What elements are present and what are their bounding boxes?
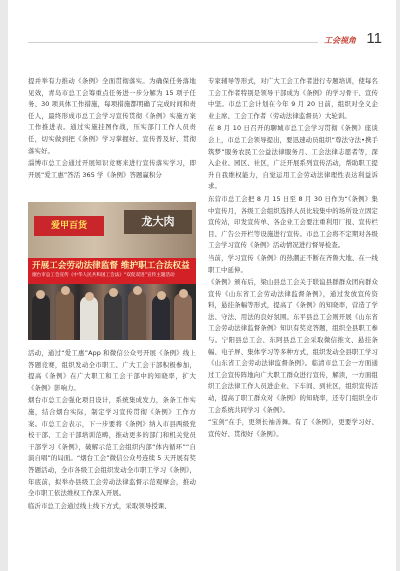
person-head	[179, 289, 188, 298]
person	[32, 294, 50, 340]
banner-main-text: 开展工会劳动法律监督 维护职工合法权益	[32, 261, 190, 271]
person	[104, 292, 122, 340]
event-photo	[28, 202, 196, 340]
crowd	[28, 284, 196, 340]
header-rule	[28, 42, 318, 43]
person-head	[157, 291, 166, 300]
paragraph: 临沂市总工会通过线上线下方式，采取领导授课、	[28, 501, 171, 510]
person	[128, 290, 146, 340]
person-head	[36, 290, 45, 299]
paragraph: 活动，通过“爱工惠”App 和微信公众号开展《条例》线上答题竞赛，组织发动全市职工、广大工会干部积极参加，提高《条例》在广大职工和工会干部中的知晓率，扩大《条例》影响力。	[28, 349, 196, 392]
person-head	[109, 288, 118, 297]
store-sign-right: 龙大肉	[124, 210, 192, 234]
paragraph: 《条例》颁布后，梁山县总工会关于联谊县群群众团向群众宣传《山东省工会劳动法律监督条例》，通过发放宣传资料，悬挂条幅等形式，提高了《条例》的知晓率，营造了学法、守法、用法的良好氛围。东平县总工会则开展《山东省工会劳动法律监督条例》知识有奖竞答题，组织全县职工参与。宁阳县总工会、东阿县总工会采取微信推文、悬挂条幅、电子屏、集体学习等多种方式，组织发动全县职工学习《山东省工会劳动法律监督条例》。临清市总工会一方面通过工会宣传阵地向广大职工群众进行宣传，解读，一方面组织工会法律工作人员进企业、下车间、到社区，组织宣传活动，提高了职工群众对《条例》的知晓率，还专门组织全市工会系统共同学习《条例》。	[208, 278, 378, 414]
person-head	[133, 286, 142, 295]
banner-sub-text: 烟台市总工会宣传《中华人民共和国工会法》“双促双进”宣传主题活动	[32, 273, 175, 278]
person-head	[85, 292, 94, 301]
paragraph: 淄博市总工会通过开展知识竞赛来进行宣传落实学习，即开展“爱工惠”答活 365 学《条例》答题赢积分	[28, 159, 196, 179]
red-banner	[28, 258, 196, 284]
person	[56, 290, 74, 340]
store-sign-left: 爱甲百货	[34, 216, 104, 236]
section-label: 工会视角	[324, 36, 356, 45]
right-column	[208, 76, 378, 441]
paragraph: 专家辅导等形式，对广大工会工作者进行专题培训，使每名工会工作者特别是领导干部成为《条例》的学习骨干、宣传中坚。市总工会计划在今年 9 月 20 日前，组织对全义企业主席、工会工作者（劳动法律监督员）大轮训。	[208, 77, 378, 120]
page-header	[8, 30, 396, 54]
left-column-bottom	[28, 348, 196, 513]
paragraph: 在 8 月 10 日召开的聊城市总工会学习贯彻《条例》座谈会上，市总工会领导提出，要迅速动员组织“尊法守法•携手筑梦”服务农民工公益法律服务月、工会法律志愿者等，深入企业、园区、社区，广泛开展系列宣传活动，帮助职工提升自我维权能力，自觉运用工会劳动法律理性表达利益诉求。	[208, 124, 378, 191]
paragraph: 烟台市总工会强化项目设计，系统集成发力，条条工作实施，结合烟台实际，制定学习宣传贯彻《条例》工作方案。市总工会表示，下一步要将《条例》纳入市县两级党校干部、工会干部培训范畴，推动更多的部门和机关党员干部学习《条例》，破解示范工会组织内部“体内循环”“自演自唱”的局面。“烟台工会”微信公众号连续 5 天开展有奖答题活动，全市各级工会组织发动全市职工学习《条例》，年底前，拟举办县级工会劳动法律监督示范观摩会，推动全市职工依法维权工作深入开展。	[28, 396, 196, 498]
person-head	[61, 286, 70, 295]
paragraph: 当前，学习宣传《条例》的热潮正不断在齐鲁大地、在一线职工中延伸。	[208, 253, 378, 274]
left-column-top	[28, 76, 196, 182]
person	[152, 295, 170, 340]
person	[80, 296, 98, 340]
paragraph: 东营市总工会把 8 月 15 日至 8 月 30 日作为“《条例》集中宣传月，各级工会组织选择人员比较集中的场所设立固定宣传站，印发宣传单、各企业工会要注重利用厂报、宣传栏目、广告公开栏等设施进行宣传。市总工会将不定期对各级工会学习宣传《条例》活动情况进行督导检查。	[208, 194, 378, 250]
person	[174, 293, 192, 340]
paragraph: 提并举有力推动《条例》全面贯彻落实。为确保任务落地见效，青岛市总工会筹重点任务进一步分解为 15 项子任务、30 项具体工作措施，每项措施都明确了完成时间和责任人，最终形成市总工会学习宣传贯彻《条例》实施方案工作推进表。通过实施挂图作战，压实部门工作人员责任，切实做到把《条例》学习掌握好、宣传普及好、贯彻落实好。	[28, 77, 196, 155]
page-number: 11	[366, 30, 382, 47]
paragraph: “宝剑”在手，更须长袖善舞。有了《条例》，更要学习好、宣传好、贯彻好《条例》。	[208, 418, 378, 438]
magazine-page	[8, 0, 396, 571]
